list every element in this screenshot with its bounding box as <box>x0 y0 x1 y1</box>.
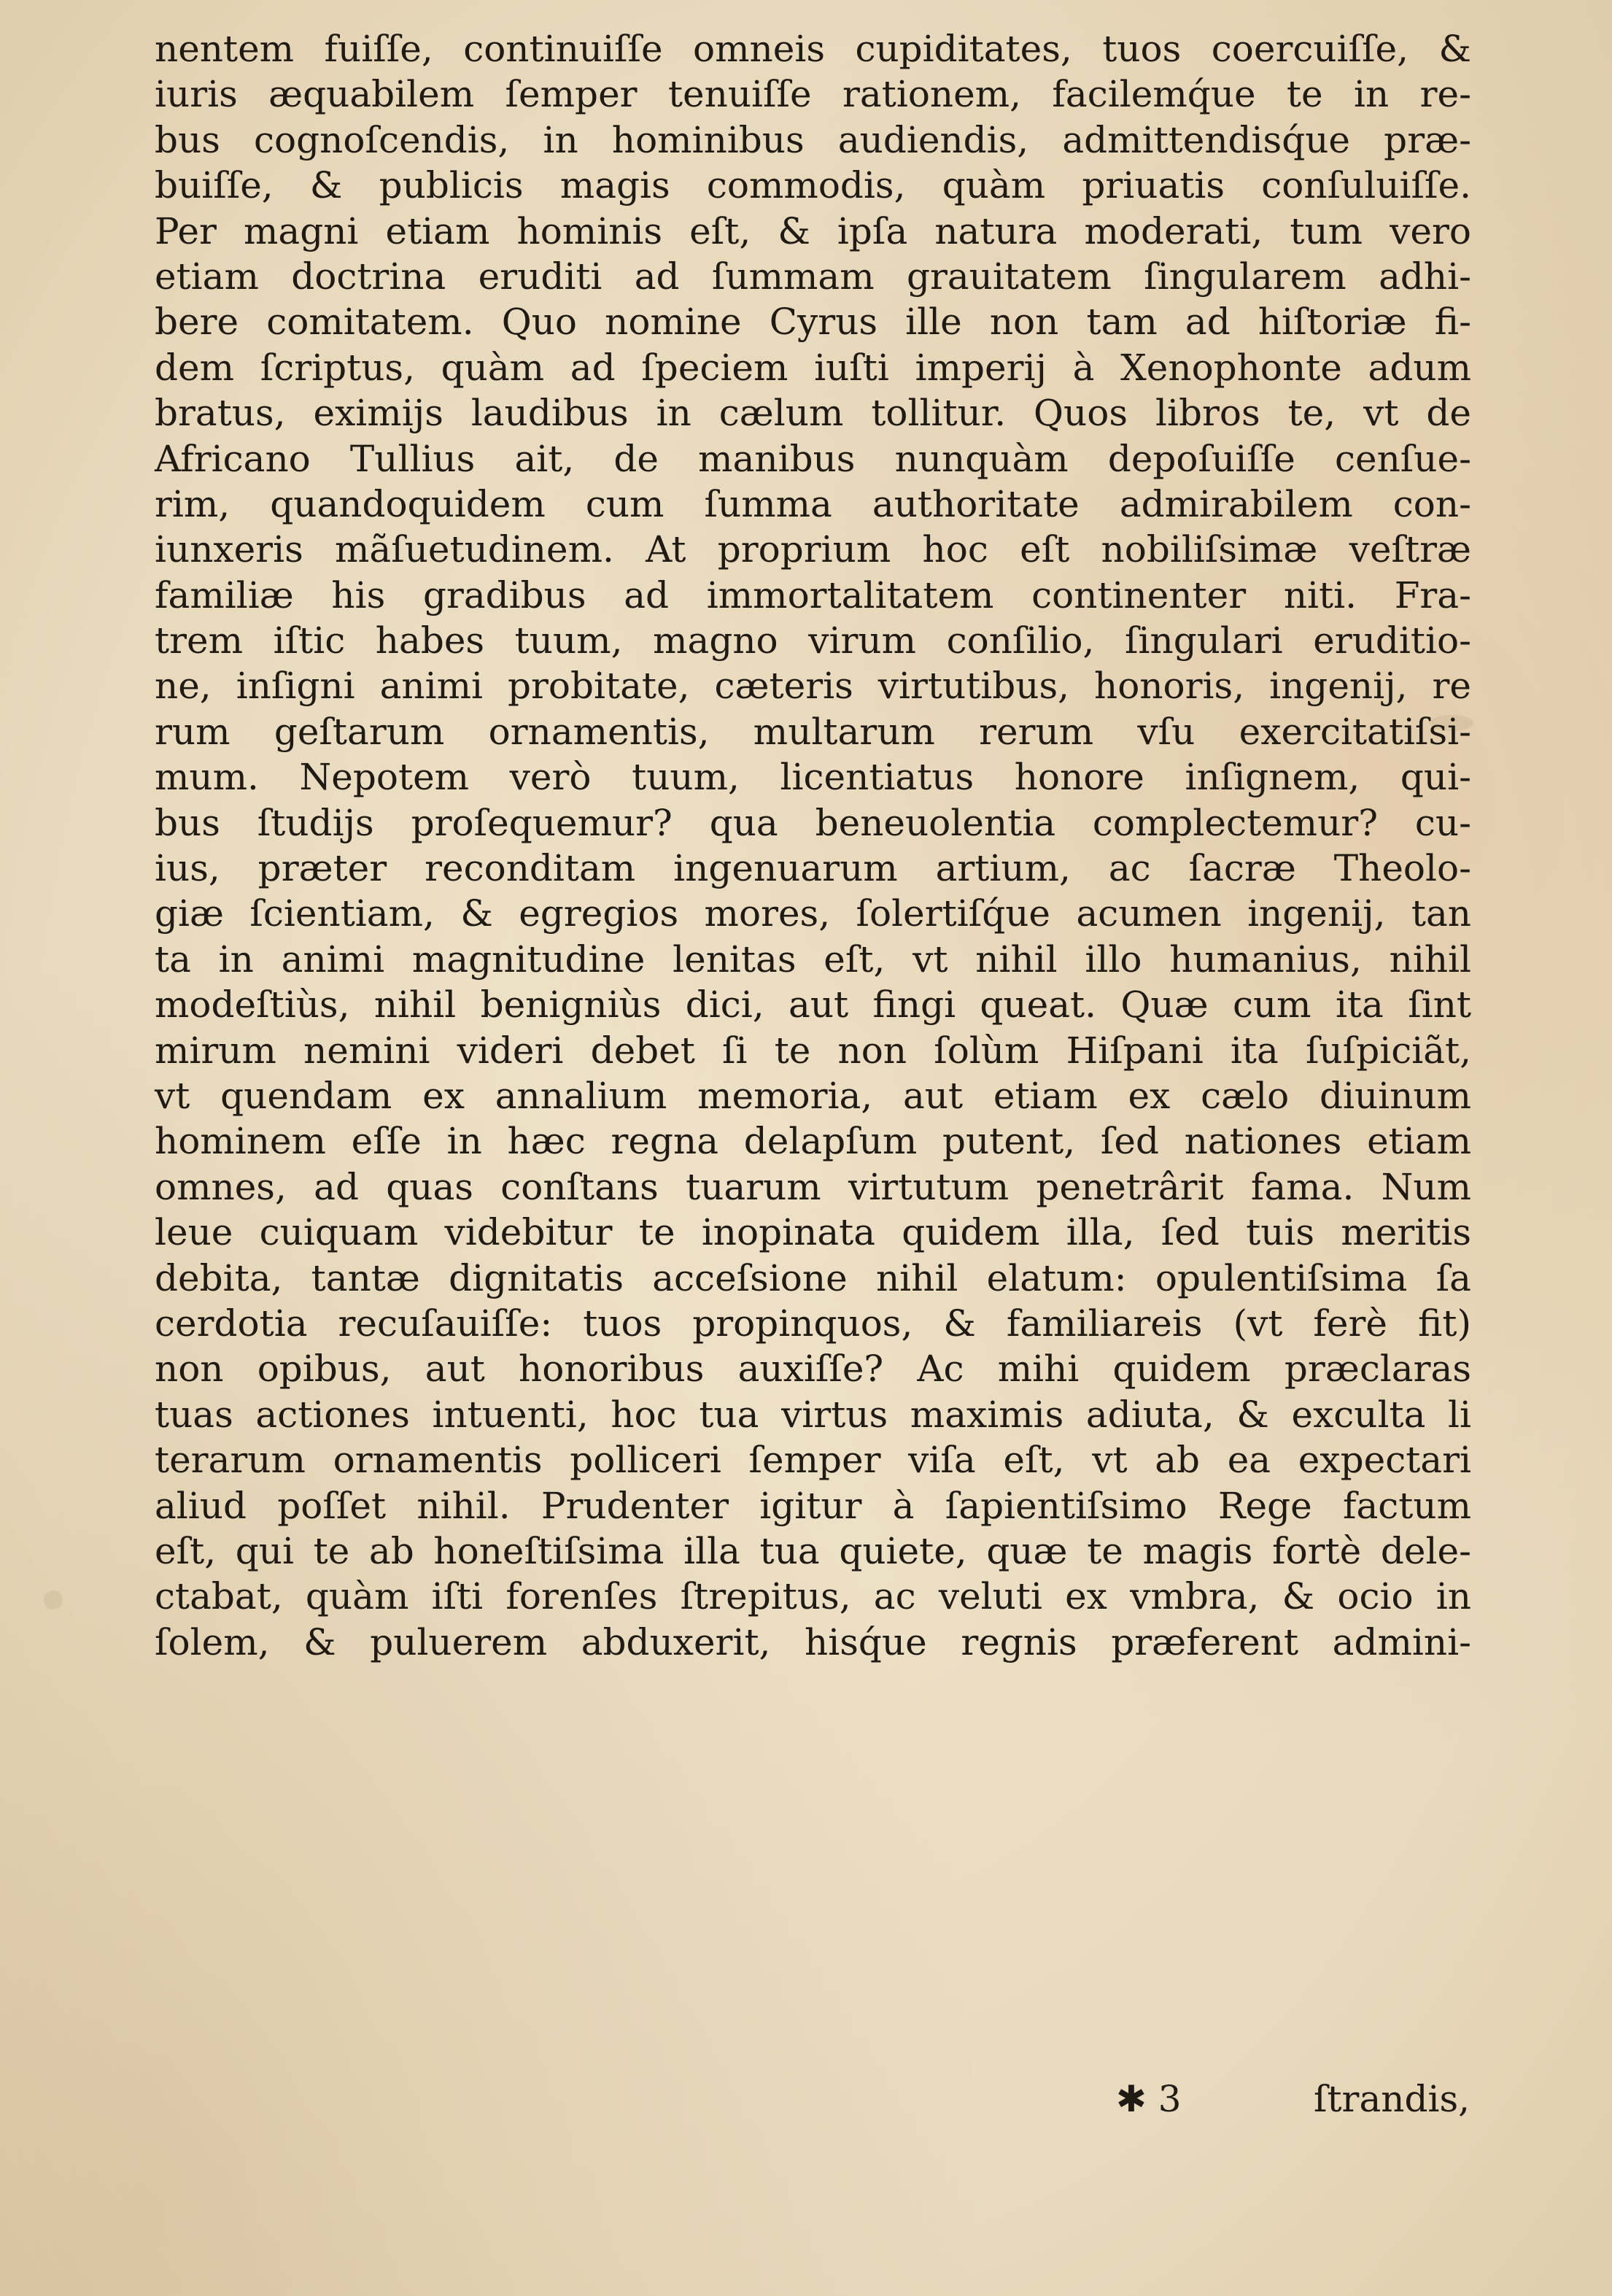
text-line: bus ſtudijs proſequemur? qua beneuolentia complectemur? cu- <box>155 801 1471 844</box>
text-line: trem iſtic habes tuum, magno virum conſilio, ſingulari eruditio- <box>155 619 1471 662</box>
text-line: rum geſtarum ornamentis, multarum rerum vſu exercitatiſsi- <box>155 710 1471 753</box>
text-line: non opibus, aut honoribus auxiſſe? Ac mihi quidem præclaras <box>155 1348 1471 1391</box>
text-line: giæ ſcientiam, & egregios mores, ſolertiſq́ue acumen ingenij, tan <box>155 892 1471 935</box>
text-line: debita, tantæ dignitatis acceſsione nihil elatum: opulentiſsima ſa <box>155 1256 1471 1299</box>
text-line: ctabat, quàm iſti forenſes ſtrepitus, ac veluti ex vmbra, & ocio in <box>155 1575 1471 1618</box>
text-line: omnes, ad quas conſtans tuarum virtutum penetrârit fama. Num <box>155 1165 1471 1208</box>
text-line: dem ſcriptus, quàm ad ſpeciem iuſti imperij à Xenophonte adum <box>155 346 1471 389</box>
text-line: modeſtiùs, nihil benigniùs dici, aut fingi queat. Quæ cum ita ſint <box>155 983 1471 1027</box>
text-line: familiæ his gradibus ad immortalitatem continenter niti. Fra- <box>155 573 1471 616</box>
text-line: mum. Nepotem verò tuum, licentiatus honore inſignem, qui- <box>155 756 1471 799</box>
text-line: iuris æquabilem ſemper tenuiſſe rationem, facilemq́ue te in re- <box>155 73 1471 116</box>
text-line: hominem eſſe in hæc regna delapſum putent, ſed nationes etiam <box>155 1120 1471 1163</box>
text-line: buiſſe, & publicis magis commodis, quàm priuatis conſuluiſſe. <box>155 164 1471 207</box>
text-line: tuas actiones intuenti, hoc tua virtus maximis adiuta, & exculta li <box>155 1393 1471 1436</box>
text-line: terarum ornamentis polliceri ſemper viſa eſt, vt ab ea expectari <box>155 1439 1471 1482</box>
text-line: bratus, eximijs laudibus in cælum tollitur. Quos libros te, vt de <box>155 392 1471 435</box>
text-line: Africano Tullius ait, de manibus nunquàm depoſuiſſe cenſue- <box>155 437 1471 480</box>
text-line: rim, quandoquidem cum ſumma authoritate admirabilem con- <box>155 482 1471 525</box>
text-line: eſt, qui te ab honeſtiſsima illa tua quiete, quæ te magis fortè dele- <box>155 1529 1471 1572</box>
text-line: leue cuiquam videbitur te inopinata quidem illa, ſed tuis meritis <box>155 1211 1471 1254</box>
text-line: iunxeris mãſuetudinem. At proprium hoc eſt nobiliſsimæ veſtræ <box>155 528 1471 571</box>
text-line: vt quendam ex annalium memoria, aut etiam ex cælo diuinum <box>155 1074 1471 1117</box>
text-line: bus cognoſcendis, in hominibus audiendis, admittendisq́ue præ- <box>155 118 1471 161</box>
text-line: ne, inſigni animi probitate, cæteris virtutibus, honoris, ingenij, re <box>155 665 1471 708</box>
text-line: Per magni etiam hominis eſt, & ipſa natura moderati, tum vero <box>155 209 1471 252</box>
text-line: ta in animi magnitudine lenitas eſt, vt nihil illo humanius, nihil <box>155 938 1471 981</box>
text-line: mirum nemini videri debet ſi te non ſolùm Hiſpani ita ſuſpiciãt, <box>155 1029 1471 1072</box>
body-text <box>155 26 1471 1665</box>
signature-mark: ✱ 3 <box>1116 2078 1182 2120</box>
text-line: aliud poſſet nihil. Prudenter igitur à ſapientiſsimo Rege factum <box>155 1484 1471 1527</box>
text-line: ius, præter reconditam ingenuarum artium, ac ſacræ Theolo- <box>155 847 1471 890</box>
catchword: ſtrandis, <box>1313 2078 1470 2120</box>
paper-stain <box>44 1590 63 1609</box>
text-line: bere comitatem. Quo nomine Cyrus ille non tam ad hiſtoriæ fi- <box>155 301 1471 344</box>
text-line: ſolem, & puluerem abduxerit, hisq́ue regnis præferent admini- <box>155 1620 1471 1663</box>
text-line: cerdotia recuſauiſſe: tuos propinquos, & familiareis (vt ferè fit) <box>155 1302 1471 1345</box>
page-footer <box>0 2076 1612 2127</box>
text-line: nentem fuiſſe, continuiſſe omneis cupiditates, tuos coercuiſſe, & <box>155 28 1471 70</box>
text-line: etiam doctrina eruditi ad ſummam grauitatem ſingularem adhi- <box>155 255 1471 298</box>
